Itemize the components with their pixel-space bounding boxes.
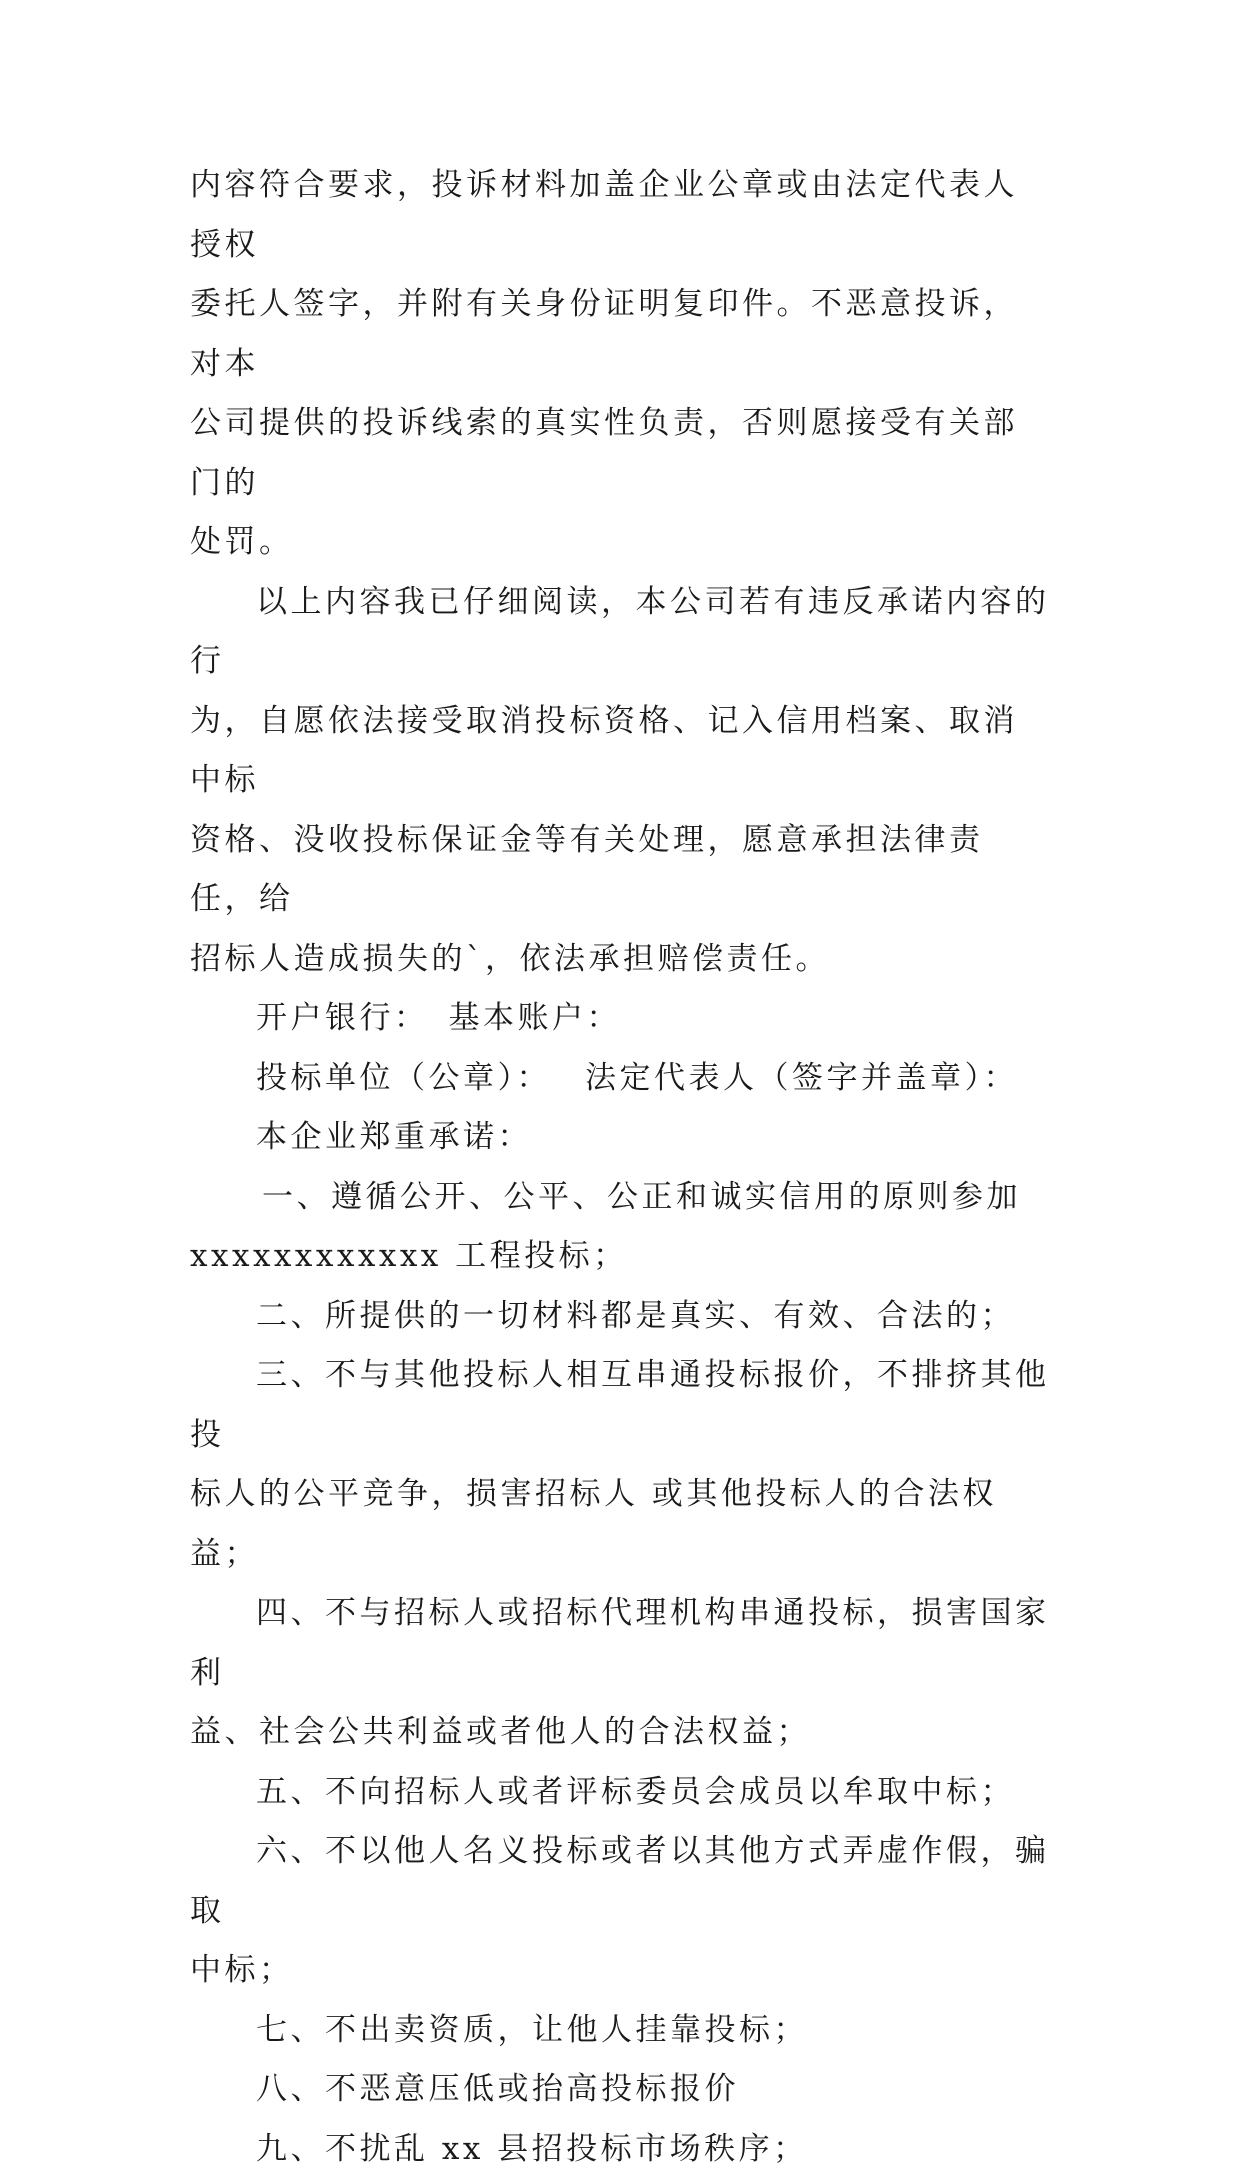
complaint-line: 公司提供的投诉线索的真实性负责，否则愿接受有关部门的: [190, 394, 1050, 513]
pledge-item-3-cont: 标人的公平竞争，损害招标人 或其他投标人的合法权益；: [190, 1465, 1050, 1584]
pledge-item-6: 六、不以他人名义投标或者以其他方式弄虚作假，骗取: [190, 1822, 1050, 1941]
pledge-intro: 本企业郑重承诺：: [190, 1108, 1050, 1168]
pledge-item-1: 一、遵循公开、公平、公正和诚实信用的原则参加: [190, 1168, 1050, 1228]
complaint-line: 内容符合要求，投诉材料加盖企业公章或由法定代表人授权: [190, 156, 1050, 275]
document-body: [190, 156, 1050, 2179]
pledge-item-4-cont: 益、社会公共利益或者他人的合法权益；: [190, 1703, 1050, 1763]
pledge-item-8: 八、不恶意压低或抬高投标报价: [190, 2060, 1050, 2120]
complaint-line: 处罚。: [190, 513, 1050, 573]
account-label: 基本账户：: [449, 1000, 622, 1036]
bank-info-line: [190, 989, 1050, 1049]
read-declaration-line: 以上内容我已仔细阅读，本公司若有违反承诺内容的行: [190, 573, 1050, 692]
read-declaration-line: 资格、没收投标保证金等有关处理，愿意承担法律责任，给: [190, 811, 1050, 930]
read-declaration-line: 招标人造成损失的`，依法承担赔偿责任。: [190, 930, 1050, 990]
pledge-item-2: 二、所提供的一切材料都是真实、有效、合法的；: [190, 1287, 1050, 1347]
complaint-line: 委托人签字，并附有关身份证明复印件。不恶意投诉，对本: [190, 275, 1050, 394]
bidder-info-line: [190, 1049, 1050, 1109]
pledge-item-5: 五、不向招标人或者评标委员会成员以牟取中标；: [190, 1763, 1050, 1823]
pledge-item-4: 四、不与招标人或招标代理机构串通投标，损害国家利: [190, 1584, 1050, 1703]
pledge-item-3: 三、不与其他投标人相互串通投标报价，不排挤其他投: [190, 1346, 1050, 1465]
pledge-item-9: 九、不扰乱 xx 县招投标市场秩序；: [190, 2120, 1050, 2179]
pledge-item-6-cont: 中标；: [190, 1941, 1050, 2001]
pledge-item-7: 七、不出卖资质，让他人挂靠投标；: [190, 2001, 1050, 2061]
legal-rep-label: 法定代表人（签字并盖章）：: [585, 1060, 1018, 1096]
bidder-unit-label: 投标单位（公章）：: [256, 1060, 551, 1096]
read-declaration-line: 为，自愿依法接受取消投标资格、记入信用档案、取消中标: [190, 692, 1050, 811]
pledge-item-1-cont: xxxxxxxxxxxx 工程投标；: [190, 1227, 1050, 1287]
bank-label: 开户银行：: [256, 1000, 429, 1036]
